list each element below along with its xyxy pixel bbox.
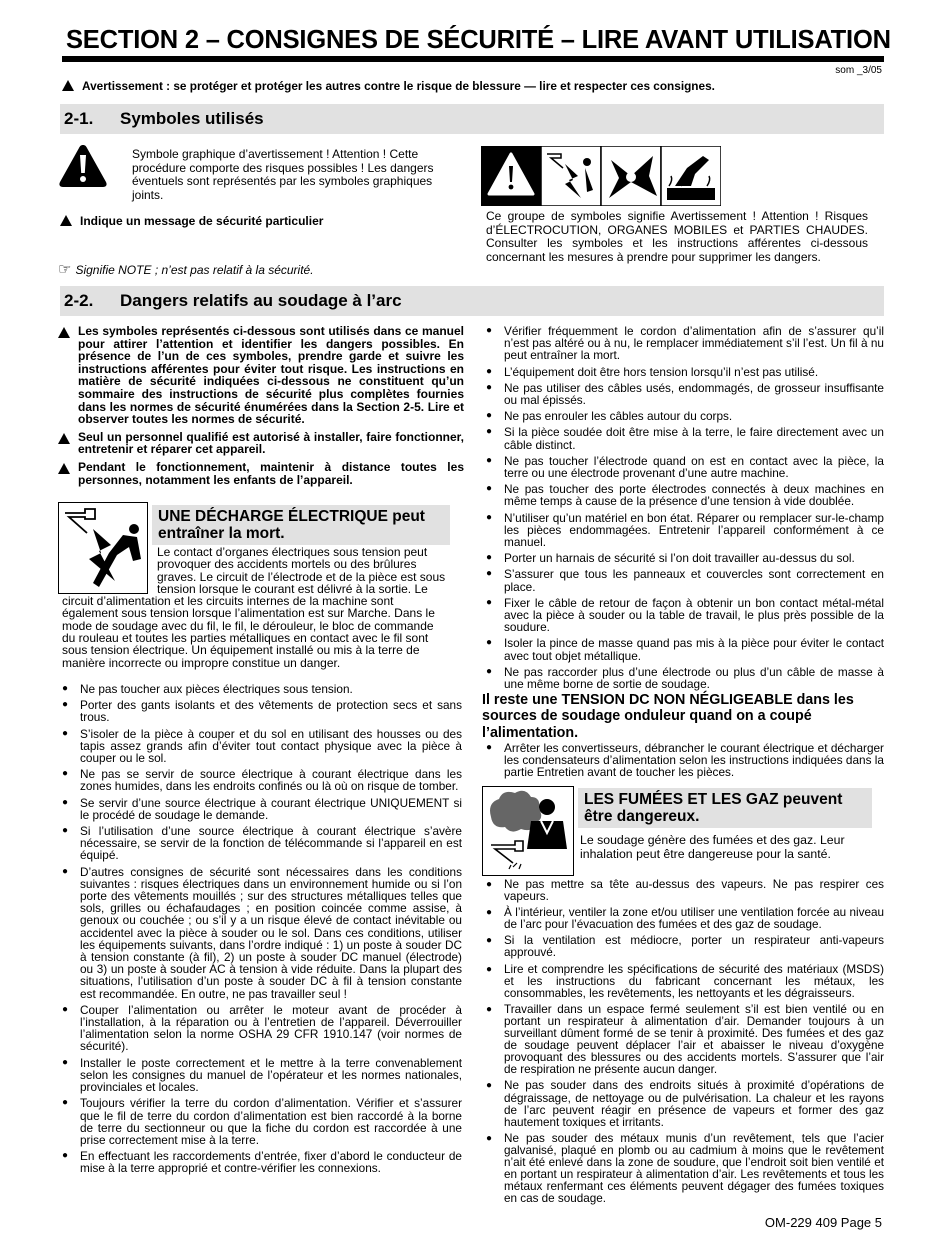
section-number: 2-2.	[64, 291, 94, 310]
intro-list	[58, 325, 464, 491]
hazard-symbol-group	[481, 146, 721, 206]
note-line	[58, 263, 438, 278]
list-item: ● Porter un harnais de sécurité si l’on doit travailler au-dessus du sol.	[484, 552, 884, 564]
symbol-description: Symbole graphique d’avertissement ! Attention ! Cette procédure comporte des risques possibles ! Les dangers éventuels sont représentés par les symboles graphiques joints.	[132, 147, 434, 202]
warning-triangle-icon	[58, 327, 70, 338]
dc-voltage-warning: Il reste une TENSION DC NON NÉGLIGEABLE dans les sources de soudage onduleur quand on a coupé l’alimentation.	[482, 692, 854, 741]
section-number: 2-1.	[64, 109, 94, 128]
list-item: Pendant le fonctionnement, maintenir à distance toutes les personnes, notamment les enfants de l’appareil.	[58, 461, 464, 486]
warning-triangle-icon	[58, 463, 70, 474]
dc-voltage-bullet	[484, 742, 884, 783]
list-item: ● Lire et comprendre les spécifications de sécurité des matériaux (MSDS) et les instructions du fabricant concernant les métaux, les consommables, les revêtements, les nettoyants et les dégraisseurs.	[484, 964, 884, 1000]
list-item: ● Ne pas souder des métaux munis d’un revêtement, tels que l’acier galvanisé, plaqué en plomb ou au cadmium à moins que le revêtement n’ait été enlevé dans la zone de soudure, que l’endroit soit bien ventilé et en portant un respirateur à alimentation d’air. Les revêtements et tous les métaux renfermant ces éléments peuvent dégager des fumées toxiques en cas de soudage.	[484, 1133, 884, 1206]
list-item: ● N’utiliser qu’un matériel en bon état. Réparer ou remplacer sur-le-champ les pièces endommagées. Entretenir l’appareil conformément à ce manuel.	[484, 512, 884, 549]
list-item: ● D’autres consignes de sécurité sont nécessaires dans les conditions suivantes : risques électriques dans un environnement humide ou si l’on porte des vêtements mouillés ; sur des structures métalliques telles que sols, grilles ou échafaudages ; en position coincée comme assise, à genoux ou couchée ; ou s’il y a un risque élevé de contact inévitable ou accidentel avec la pièce à souder ou le sol. Dans ces conditions, utiliser les équipements suivants, dans l’ordre indiqué : 1) un poste à souder DC à tension constante (à fil), 2) un poste à souder DC manuel (électrode) ou 3) un poste à souder AC à tension à vide réduite. Dans la plupart des situations, l’utilisation d’un poste à souder DC à fil à tension constante est recommandée. En outre, ne pas travailler seul !	[60, 866, 462, 1000]
list-item: ● Isoler la pince de masse quand pas mis à la pièce pour éviter le contact avec tout objet métallique.	[484, 637, 884, 661]
list-item: Seul un personnel qualifié est autorisé à installer, faire fonctionner, entretenir et réparer cet appareil.	[58, 431, 464, 456]
list-item: ● Ne pas toucher des porte électrodes connectés à deux machines en même temps à cause de la présence d’une tension à vide doublée.	[484, 483, 884, 507]
list-item: ● Couper l’alimentation ou arrêter le moteur avant de procéder à l’installation, à la réparation ou à l’entretien de l’appareil. Déverrouiller l’alimentation selon la norme OSHA 29 CFR 1910.147 (voir normes de sécurité).	[60, 1004, 462, 1053]
list-item: ● Ne pas se servir de source électrique à courant électrique dans les zones humides, dans les endroits confinés ou là où on risque de tomber.	[60, 768, 462, 792]
list-item: ● Vérifier fréquemment le cordon d’alimentation afin de s’assurer qu’il n’est pas altéré ou à nu, le remplacer immédiatement s’il l’est. Un fil à nu peut entraîner la mort.	[484, 325, 884, 362]
list-item: ● Toujours vérifier la terre du cordon d’alimentation. Vérifier et s’assurer que le fil de terre du cordon d’alimentation est bien raccordé à la borne de terre du sectionneur ou que la fiche du cordon est raccordée à une prise correctement mise à la terre.	[60, 1097, 462, 1146]
list-item: ● Fixer le câble de retour de façon à obtenir un bon contact métal-métal avec la pièce à souder ou la table de travail, le plus près possible de la soudure.	[484, 597, 884, 634]
pointing-hand-icon: ☞	[58, 261, 72, 278]
list-item: ● Si la ventilation est médiocre, porter un respirateur anti-vapeurs approuvé.	[484, 935, 884, 959]
list-item: Les symboles représentés ci-dessous sont utilisés dans ce manuel pour attirer l’attention et identifier les dangers possibles. En présence de l’un de ces symboles, prendre garde et suivre les instructions afférentes pour éviter tout risque. Les instructions en matière de sécurité indiquées ci-dessous ne constituent qu’un sommaire des instructions de sécurité plus complètes fournies dans les normes de sécurité énumérées dans la Section 2-5. Lire et observer toutes les normes de sécurité.	[58, 325, 464, 426]
warning-symbol-icon	[58, 143, 108, 189]
shock-hazard-title: UNE DÉCHARGE ÉLECTRIQUE peut entraîner la mort.	[152, 505, 450, 545]
warning-triangle-icon	[62, 80, 74, 91]
warning-triangle-icon	[58, 433, 70, 444]
section-heading-2-1	[60, 104, 884, 134]
symbol-group-description: Ce groupe de symboles signifie Avertissement ! Attention ! Risques d’ÉLECTROCUTION, ORGANES MOBILES et PARTIES CHAUDES. Consulter les symboles et les instructions afférentes ci-dessous concernant les mesures à prendre pour supprimer les dangers.	[486, 209, 868, 264]
section-title: Dangers relatifs au soudage à l’arc	[120, 291, 402, 310]
fumes-gas-icon	[482, 786, 574, 876]
list-item: ● Ne pas souder dans des endroits situés à proximité d’opérations de dégraissage, de nettoyage ou de pulvérisation. La chaleur et les rayons de l’arc peuvent réagir en présence de vapeurs et former des gaz hautement toxiques et irritants.	[484, 1080, 884, 1128]
list-item: ● L’équipement doit être hors tension lorsqu’il n’est pas utilisé.	[484, 366, 884, 378]
list-item: ● Ne pas utiliser des câbles usés, endommagés, de grosseur insuffisante ou mal épissés.	[484, 382, 884, 406]
top-warning-text: Avertissement : se protéger et protéger les autres contre le risque de blessure — lire et respecter ces consignes.	[82, 79, 715, 93]
list-item: ● Si la pièce soudée doit être mise à la terre, le faire directement avec un câble distinct.	[484, 426, 884, 450]
fumes-hazard-title: LES FUMÉES ET LES GAZ peuvent être dangereux.	[578, 788, 872, 828]
list-item: ● Ne pas toucher l’électrode quand on est en contact avec la pièce, la terre ou une électrode provenant d’une autre machine.	[484, 455, 884, 479]
list-item: ● Se servir d’une source électrique à courant électrique UNIQUEMENT si le procédé de soudage le demande.	[60, 797, 462, 821]
indicator-text: Indique un message de sécurité particulier	[80, 214, 324, 228]
list-item: ● Travailler dans un espace fermé seulement s’il est bien ventilé ou en portant un respirateur à alimentation d’air. Demander toujours à un surveillant dûment formé de se tenir à proximité. Des fumées et des gaz de soudage peuvent déplacer l’air et abaisser le niveau d’oxygène provoquant des blessures ou des accidents mortels. S’assurer que l’air de respiration ne présente aucun danger.	[484, 1004, 884, 1077]
list-item: ● Ne pas enrouler les câbles autour du corps.	[484, 410, 884, 422]
section-title: Symboles utilisés	[120, 109, 264, 128]
list-item: ● Porter des gants isolants et des vêtements de protection secs et sans trous.	[60, 699, 462, 723]
icon-spacer	[62, 546, 157, 592]
warning-triangle-icon	[60, 215, 72, 226]
shock-bullets-right	[484, 325, 884, 694]
list-item: ● Installer le poste correctement et le mettre à la terre convenablement selon les consignes du manuel de l’opérateur et les normes nationales, provinciales et locales.	[60, 1057, 462, 1094]
list-item: ● À l’intérieur, ventiler la zone et/ou utiliser une ventilation forcée au niveau de l’arc pour l’évacuation des fumées et des gaz de soudage.	[484, 907, 884, 931]
title-rule	[62, 56, 884, 62]
page-title: SECTION 2 – CONSIGNES DE SÉCURITÉ – LIRE AVANT UTILISATION	[66, 26, 891, 54]
shock-bullets-left	[60, 683, 462, 1179]
indicator-line	[60, 215, 440, 229]
note-text: Signifie NOTE ; n’est pas relatif à la sécurité.	[75, 263, 314, 277]
doc-code: som _3/05	[835, 65, 882, 76]
list-item: ● S’assurer que tous les panneaux et couvercles sont correctement en place.	[484, 568, 884, 592]
fumes-bullets	[484, 879, 884, 1209]
list-item: ● Ne pas raccorder plus d’une électrode ou plus d’un câble de masse à une même borne de sortie de soudage.	[484, 666, 884, 690]
section-heading-2-2	[60, 286, 884, 316]
list-item: ● En effectuant les raccordements d’entrée, fixer d’abord le conducteur de mise à la terre approprié et contre-vérifier les connexions.	[60, 1150, 462, 1174]
list-item: ● S’isoler de la pièce à couper et du sol en utilisant des housses ou des tapis assez grands afin d’éviter tout contact physique avec la pièce à couper ou le sol.	[60, 728, 462, 765]
list-item: ● Ne pas mettre sa tête au-dessus des vapeurs. Ne pas respirer ces vapeurs.	[484, 879, 884, 903]
fumes-hazard-description: Le soudage génère des fumées et des gaz. Leur inhalation peut être dangereuse pour la santé.	[580, 833, 845, 861]
list-item: ● Si l’utilisation d’une source électrique à courant électrique s’avère nécessaire, se servir de la fonction de télécommande si l’appareil en est équipé.	[60, 825, 462, 862]
list-item: ● Arrêter les convertisseurs, débrancher le courant électrique et décharger les condensateurs d’alimentation selon les instructions indiquées dans la partie Entretien avant de toucher les pièces.	[484, 742, 884, 779]
list-item: ● Ne pas toucher aux pièces électriques sous tension.	[60, 683, 462, 695]
page-footer: OM-229 409 Page 5	[764, 1215, 882, 1230]
top-warning	[62, 79, 715, 93]
shock-hazard-description: Le contact d’organes électriques sous tension peut provoquer des accidents mortels ou des brûlures graves. Le circuit de l’électrode et de la pièce est sous tension lorsque le courant est délivré à la sortie. Le circuit d’alimentation et les circuits internes de la machine sont également sous tension lorsque l’alimentation est sur Marche. Dans le mode de soudage avec du fil, le fil, le dérouleur, le bloc de commande du rouleau et toutes les parties métalliques en contact avec le fil sont sous tension électrique. Un équipement installé ou mis à la terre de manière incorrecte ou impropre constitue un danger.	[62, 545, 446, 670]
